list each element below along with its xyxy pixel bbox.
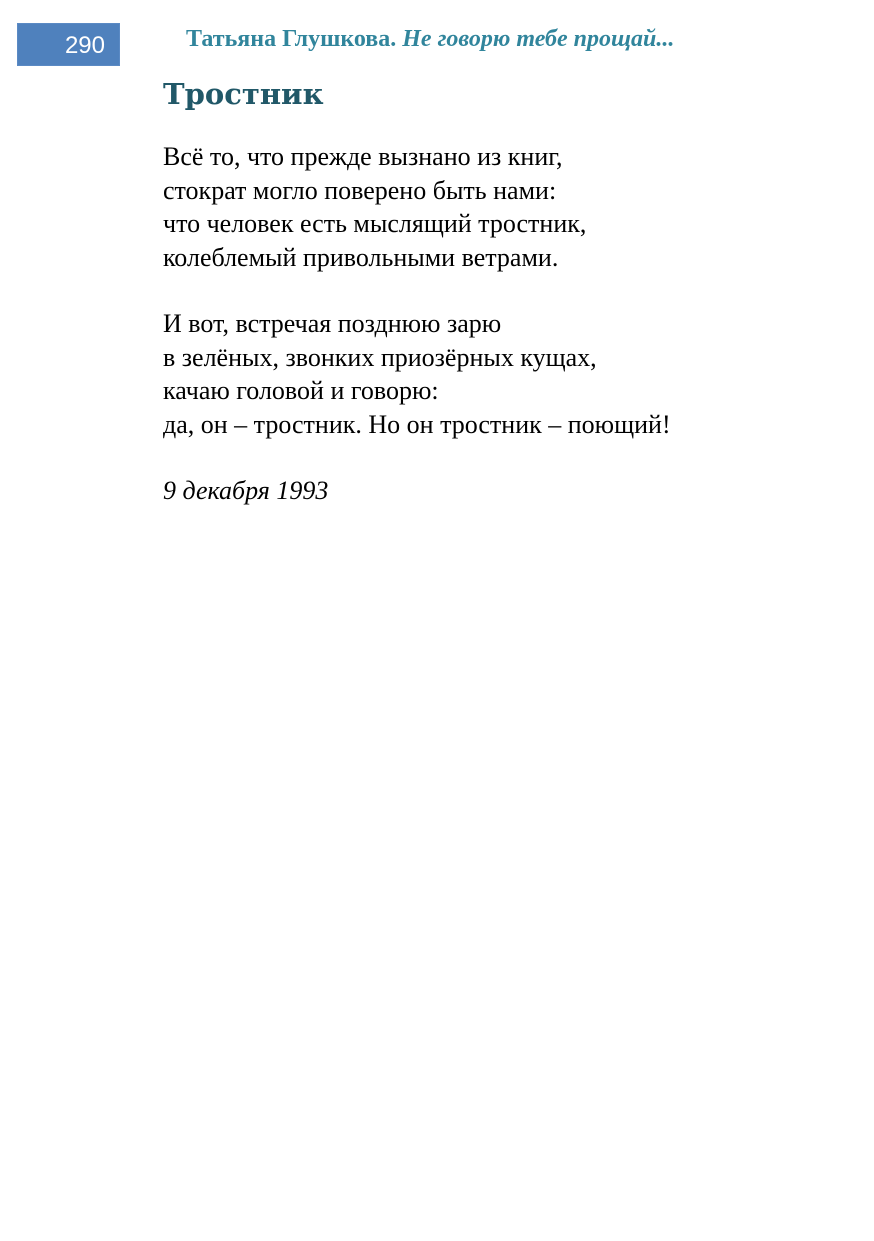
poem-date: 9 декабря 1993 bbox=[163, 476, 329, 505]
header-author: Татьяна Глушкова. bbox=[186, 26, 397, 52]
header-book-title: Не говорю тебе прощай... bbox=[402, 26, 675, 52]
verse-line: да, он – тростник. Но он тростник – поющий! bbox=[163, 409, 671, 439]
poem-title: Тростник bbox=[163, 77, 324, 111]
verse-line: колеблемый привольными ветрами. bbox=[163, 242, 559, 272]
page-number: 290 bbox=[64, 32, 105, 59]
poem-body bbox=[163, 140, 671, 474]
verse-line: в зелёных, звонких приозёрных кущах, bbox=[163, 342, 597, 372]
stanza-2 bbox=[163, 307, 671, 441]
running-header bbox=[186, 25, 674, 53]
verse-line: И вот, встречая позднюю зарю bbox=[163, 309, 502, 338]
verse-line: стократ могло поверено быть нами: bbox=[163, 175, 557, 205]
verse-line: что человек есть мыслящий тростник, bbox=[163, 209, 587, 238]
stanza-1 bbox=[163, 140, 671, 274]
verse-line: качаю головой и говорю: bbox=[163, 376, 439, 405]
page-number-badge bbox=[17, 23, 120, 66]
verse-line: Всё то, что прежде вызнано из книг, bbox=[163, 142, 563, 171]
